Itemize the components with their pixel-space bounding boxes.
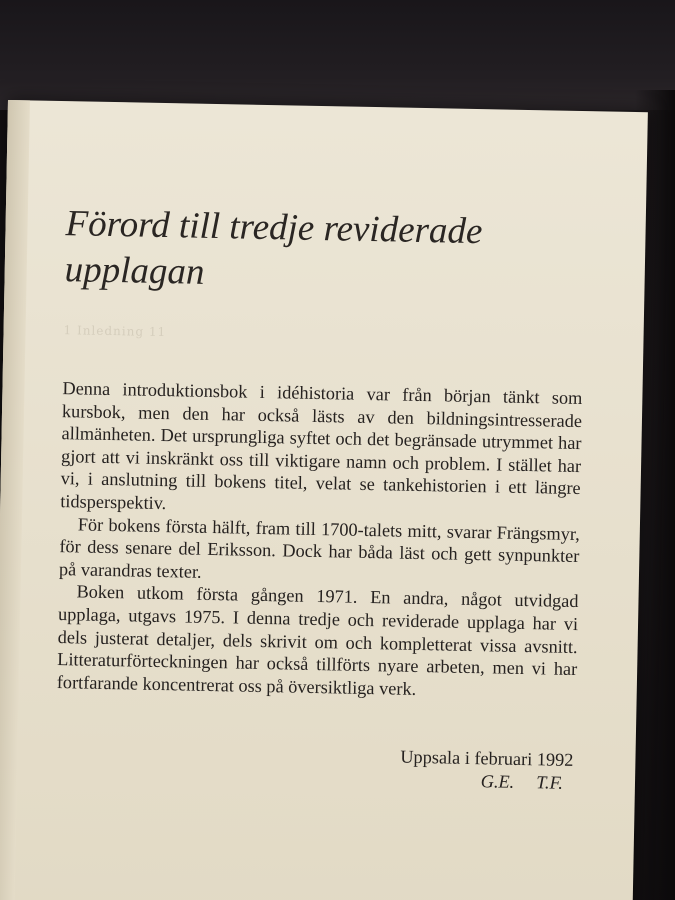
initials-tf: T.F.	[536, 772, 564, 793]
background-fabric	[0, 0, 675, 110]
initials-ge: G.E.	[480, 771, 515, 792]
bleed-through-text: 1 Inledning 11	[63, 323, 167, 340]
paragraph-3: Boken utkom första gången 1971. En andra, något utvidgad upplaga, utgavs 1975. I denna tredje och reviderade upplaga har vi dels justerat detaljer, dels skrivit om och kompletterat vissa avsnitt. Litteraturförteckningen har också tillförts nyare arbeten, men vi har fortfarande koncentrerat oss på översiktliga verk.	[56, 581, 579, 699]
paragraph-1: Denna introduktionsbok i idéhistoria var från början tänkt som kursbok, men den har också lästs av den bildningsintresserade allmänheten. Det ursprungliga syftet och det begränsade utrymmet har gjort att vi inskränkt oss till viktigare namn och problem. I stället har vi, i anslutning till bokens titel, velat se tankehistorien i ett längre tidsperspektiv.	[60, 378, 583, 514]
place-date: Uppsala i februari 1992	[400, 746, 574, 770]
preface-body	[57, 377, 583, 703]
page-title: Förord till tredje reviderade upplagan	[64, 203, 483, 293]
signature-block	[55, 739, 574, 795]
book-page	[0, 100, 648, 900]
page-gutter	[0, 100, 30, 900]
paragraph-2: För bokens första hälft, fram till 1700-talets mitt, svarar Frängsmyr, för dess senare del Eriksson. Dock har båda läst och gett synpunkter på varandras texter.	[58, 513, 580, 582]
